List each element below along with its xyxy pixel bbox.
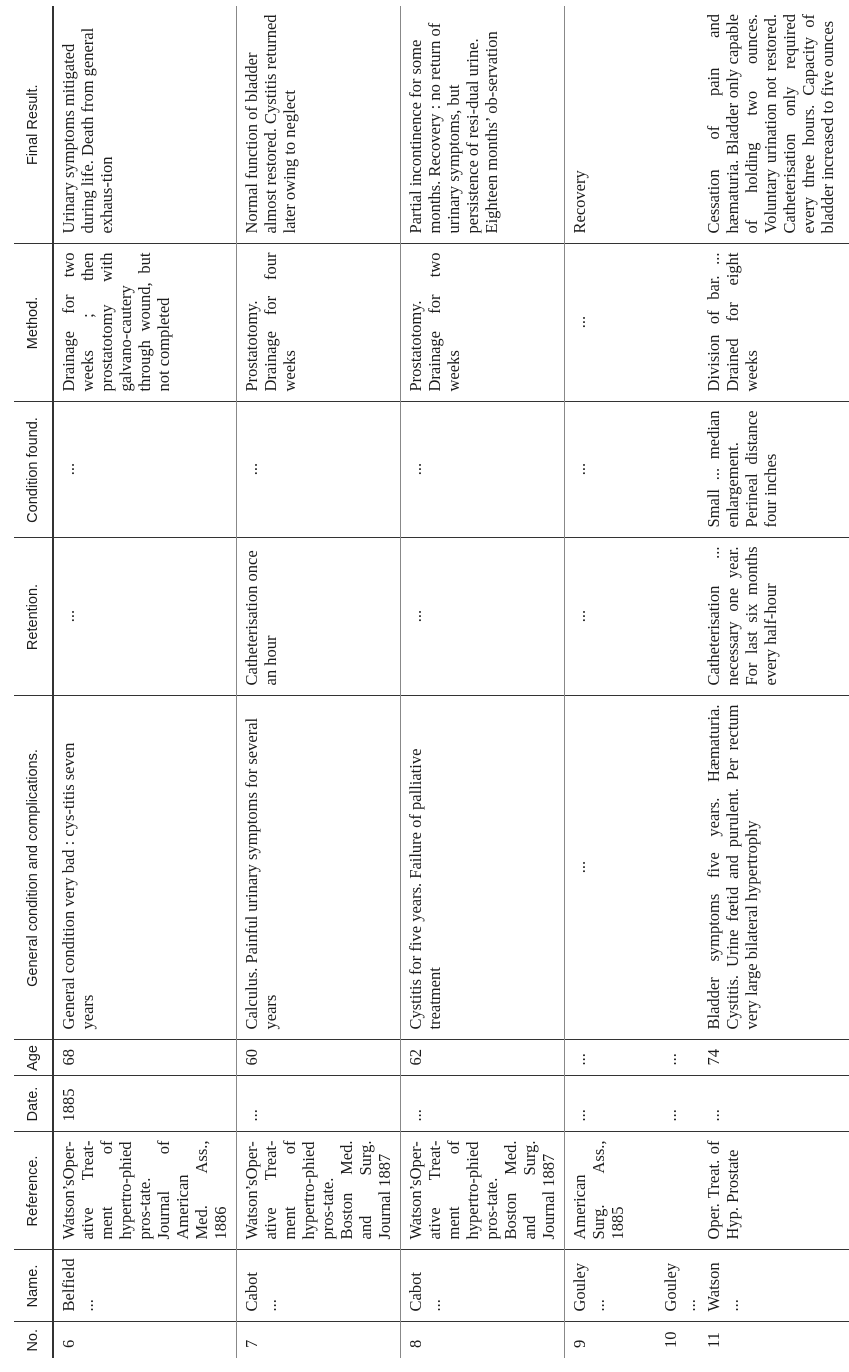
header-no: No. [14, 1322, 53, 1358]
header-method: Method. [14, 244, 53, 402]
case-number: 7 [237, 1322, 401, 1358]
header-reference: Reference. [14, 1132, 53, 1250]
case-general-condition: Cystitis for five years. Failure of palliative treatment [401, 696, 565, 1040]
case-age: ... [565, 1040, 661, 1076]
case-age: ... [661, 1040, 699, 1076]
header-date: Date. [14, 1076, 53, 1132]
header-name: Name. [14, 1250, 53, 1322]
case-number: 10 [660, 1331, 680, 1348]
case-method: Prostatotomy. Drainage for four weeks [237, 244, 401, 402]
case-final-result: Cessation of pain and hæmaturia. Bladder only capable of holding two ounces. Voluntary urination not restored. Catheterisation only required every three hours. Capacity of bladder increased to five ounces [699, 6, 849, 244]
case-general-condition: Bladder symptoms five years. Hæmaturia. Cystitis. Urine fœtid and purulent. Per rectum very large bilateral hypertrophy [699, 696, 849, 1040]
case-age: 74 [699, 1040, 849, 1076]
case-final-result: Partial incontinence for some months. Recovery : no return of urinary symptoms, but persistence of resi-dual urine. Eighteen months’ ob-servation [401, 6, 565, 244]
cases-table [14, 6, 849, 1358]
table-row [565, 6, 661, 1358]
case-age: 60 [237, 1040, 401, 1076]
case-condition-found: Small ... median enlargement. Perineal distance four inches [699, 402, 849, 538]
case-retention: ... [401, 538, 565, 696]
case-date: ... [401, 1076, 565, 1132]
case-age: 68 [53, 1040, 237, 1076]
case-condition-found: ... [401, 402, 565, 538]
case-name: Gouley ... [565, 1250, 661, 1322]
table-row [53, 6, 237, 1358]
case-general-condition: Calculus. Painful urinary symptoms for several years [237, 696, 401, 1040]
case-reference [661, 1132, 699, 1250]
header-row [14, 6, 53, 1358]
header-condition-found: Condition found. [14, 402, 53, 538]
case-method: Division of bar. ... Drained for eight weeks [699, 244, 849, 402]
table-row [401, 6, 565, 1358]
case-final-result: Normal function of bladder almost restored. Cystitis returned later owing to neglect [237, 6, 401, 244]
case-method: Drainage for two weeks ; then prostatotomy with galvano-cautery through wound, but not completed [53, 244, 237, 402]
case-name: Gouley ... [661, 1250, 699, 1322]
case-retention [661, 538, 699, 696]
case-name: Cabot ... [401, 1250, 565, 1322]
case-retention: Catheterisation ... necessary one year. For last six months every half-hour [699, 538, 849, 696]
case-general-condition: General condition very bad : cys-titis seven years [53, 696, 237, 1040]
case-date: ... [565, 1076, 661, 1132]
case-reference: Watson’sOper-ative Treat-ment of hypertro-phied pros-tate. Boston Med. and Surg. Journal 1887 [401, 1132, 565, 1250]
case-number: 6 [53, 1322, 237, 1358]
case-number: 8 [401, 1322, 565, 1358]
case-number: 11 [703, 1332, 723, 1348]
case-final-result: Recovery [565, 6, 661, 244]
case-reference: Watson’sOper-ative Treat-ment of hypertro-phied pros-tate. Journal of American Med. Ass., 1886 [53, 1132, 237, 1250]
case-general-condition: ... [565, 696, 661, 1040]
case-retention: ... [565, 538, 661, 696]
case-date: ... [661, 1076, 699, 1132]
header-retention: Retention. [14, 538, 53, 696]
case-method [661, 244, 699, 402]
case-date: ... [237, 1076, 401, 1132]
case-reference: Watson’sOper-ative Treat-ment of hypertro-phied pros-tate. Boston Med. and Surg. Journal 1887 [237, 1132, 401, 1250]
case-final-result: Urinary symptoms mitigated during life. Death from general exhaus-tion [53, 6, 237, 244]
case-condition-found: ... [53, 402, 237, 538]
case-reference: American Surg. Ass., 1885 [565, 1132, 661, 1250]
case-number: 9 [570, 1339, 589, 1348]
case-condition-found [661, 402, 699, 538]
case-condition-found: ... [237, 402, 401, 538]
header-general-condition: General condition and complications. [14, 696, 53, 1040]
case-final-result [661, 6, 699, 244]
table-row [661, 6, 699, 1358]
table-row [699, 6, 849, 1358]
case-method: Prostatotomy. Drainage for two weeks [401, 244, 565, 402]
case-general-condition [661, 696, 699, 1040]
case-name: Cabot ... [237, 1250, 401, 1322]
case-date: ... [699, 1076, 849, 1132]
case-method: ... [565, 244, 661, 402]
case-retention: ... [53, 538, 237, 696]
table-row [237, 6, 401, 1358]
case-reference: Oper. Treat. of Hyp. Prostate [699, 1132, 849, 1250]
case-name: Watson ... [699, 1250, 849, 1322]
header-final-result: Final Result. [14, 6, 53, 244]
case-name: Belfield ... [53, 1250, 237, 1322]
case-retention: Catheterisation once an hour [237, 538, 401, 696]
case-age: 62 [401, 1040, 565, 1076]
case-condition-found: ... [565, 402, 661, 538]
header-age: Age [14, 1040, 53, 1076]
case-date: 1885 [53, 1076, 237, 1132]
